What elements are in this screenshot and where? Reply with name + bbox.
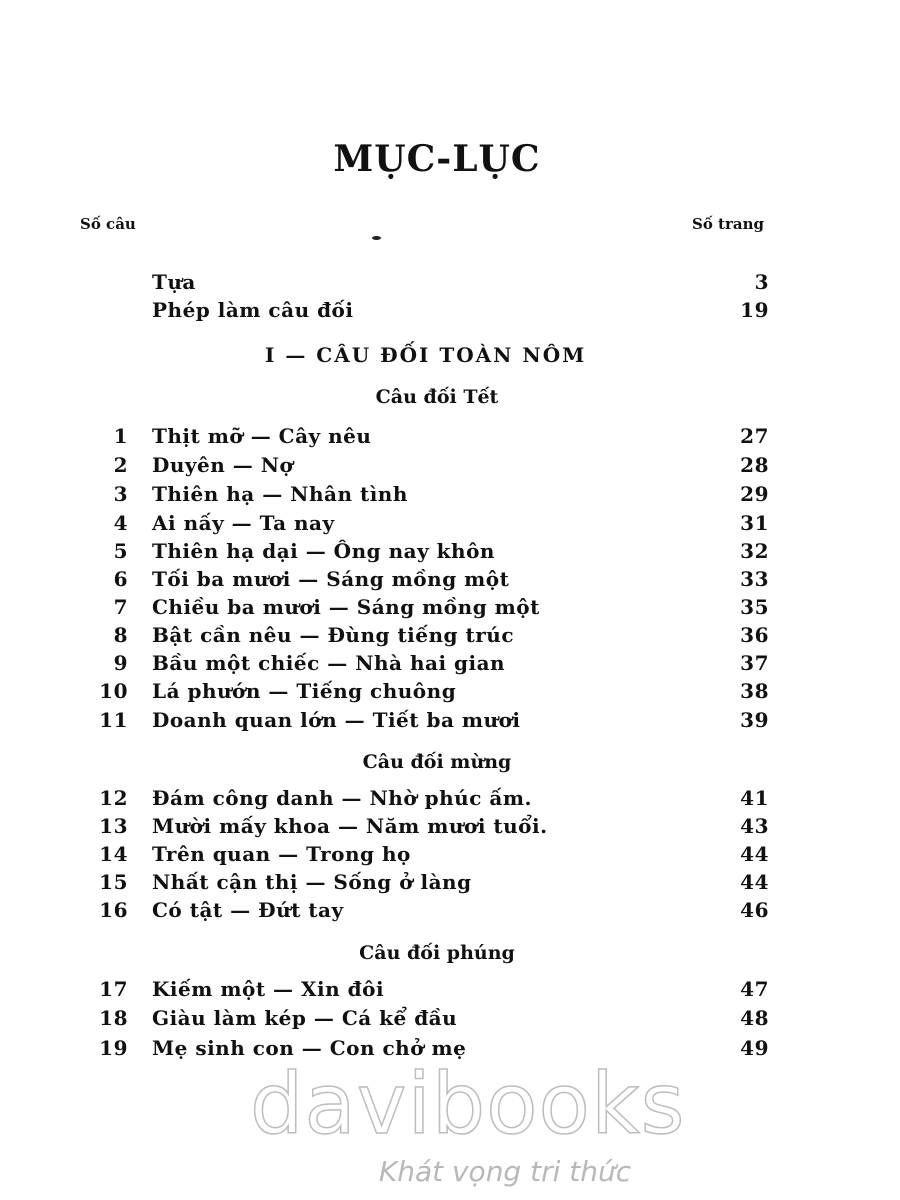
toc-entry-number: 18 <box>99 1006 128 1030</box>
ink-speck <box>372 236 381 240</box>
toc-row <box>0 977 900 1005</box>
group-heading-mung: Câu đối mừng <box>362 751 512 773</box>
toc-entry-text: Mẹ sinh con — Con chở mẹ <box>152 1036 467 1060</box>
toc-entry-text: Nhất cận thị — Sống ở làng <box>152 870 472 894</box>
toc-entry-page: 28 <box>740 453 769 477</box>
toc-row <box>0 786 900 814</box>
toc-entry-number: 5 <box>113 539 128 563</box>
toc-entry-page: 48 <box>740 1006 769 1030</box>
toc-entry-text: Tựa <box>152 270 196 294</box>
toc-entry-page: 36 <box>740 623 769 647</box>
toc-entry-number: 6 <box>113 567 128 591</box>
toc-entry-number: 12 <box>99 786 128 810</box>
page-title: MỤC-LỤC <box>333 138 541 180</box>
toc-entry-number: 9 <box>113 651 128 675</box>
toc-row <box>0 511 900 539</box>
toc-entry-text: Kiếm một — Xin đôi <box>152 977 385 1001</box>
toc-entry-text: Lá phướn — Tiếng chuông <box>152 679 457 703</box>
toc-entry-number: 8 <box>113 623 128 647</box>
toc-row <box>0 424 900 452</box>
toc-entry-number: 4 <box>113 511 128 535</box>
toc-entry-page: 44 <box>740 842 769 866</box>
toc-entry-number: 15 <box>99 870 128 894</box>
section-heading: I — CÂU ĐỐI TOÀN NÔM <box>265 343 587 367</box>
toc-entry-number: 17 <box>99 977 128 1001</box>
toc-entry-page: 49 <box>740 1036 769 1060</box>
watermark-tagline: Khát vọng tri thức <box>378 1155 632 1188</box>
toc-entry-page: 27 <box>740 424 769 448</box>
toc-row <box>0 567 900 595</box>
toc-entry-text: Thịt mỡ — Cây nêu <box>152 424 372 448</box>
toc-entry-text: Có tật — Đứt tay <box>152 898 344 922</box>
column-header-page: Số trang <box>692 215 765 233</box>
toc-entry-page: 29 <box>740 482 769 506</box>
toc-row <box>0 898 900 926</box>
toc-entry-number: 16 <box>99 898 128 922</box>
toc-entry-page: 46 <box>740 898 769 922</box>
toc-entry-page: 41 <box>740 786 769 810</box>
toc-entry-text: Bật cần nêu — Đùng tiếng trúc <box>152 623 514 647</box>
toc-entry-page: 44 <box>740 870 769 894</box>
toc-row <box>0 595 900 623</box>
toc-row <box>0 1006 900 1034</box>
toc-entry-number: 14 <box>99 842 128 866</box>
toc-entry-page: 33 <box>740 567 769 591</box>
toc-row <box>0 623 900 651</box>
toc-entry-text: Ai nấy — Ta nay <box>152 511 335 535</box>
toc-entry-number: 10 <box>99 679 128 703</box>
toc-entry-page: 47 <box>740 977 769 1001</box>
toc-entry-text: Trên quan — Trong họ <box>152 842 411 866</box>
toc-entry-page: 3 <box>754 270 769 294</box>
toc-entry-number: 19 <box>99 1036 128 1060</box>
toc-entry-text: Thiên hạ dại — Ông nay khôn <box>152 539 495 563</box>
column-header-number: Số câu <box>80 215 136 233</box>
toc-entry-text: Tối ba mươi — Sáng mồng một <box>152 567 510 591</box>
toc-entry-text: Doanh quan lớn — Tiết ba mươi <box>152 708 521 732</box>
toc-entry-number: 3 <box>113 482 128 506</box>
watermark-logo: davibooks <box>250 1055 686 1153</box>
toc-entry-text: Chiều ba mươi — Sáng mồng một <box>152 595 540 619</box>
toc-row <box>0 482 900 510</box>
toc-entry-text: Giàu làm kép — Cá kể đầu <box>152 1006 458 1030</box>
toc-row <box>0 708 900 736</box>
toc-entry-page: 19 <box>740 298 769 322</box>
toc-row-preface <box>0 270 900 298</box>
toc-entry-number: 7 <box>113 595 128 619</box>
toc-entry-page: 43 <box>740 814 769 838</box>
toc-entry-text: Bầu một chiếc — Nhà hai gian <box>152 651 506 675</box>
toc-row-method <box>0 298 900 326</box>
toc-entry-number: 13 <box>99 814 128 838</box>
toc-row <box>0 870 900 898</box>
toc-entry-text: Duyên — Nợ <box>152 453 294 477</box>
toc-entry-number: 11 <box>99 708 128 732</box>
group-heading-tet: Câu đối Tết <box>375 386 499 408</box>
toc-row <box>0 842 900 870</box>
toc-row <box>0 814 900 842</box>
group-heading-phung: Câu đối phúng <box>359 942 515 964</box>
toc-row <box>0 679 900 707</box>
toc-entry-number: 2 <box>113 453 128 477</box>
toc-row <box>0 539 900 567</box>
toc-entry-text: Mười mấy khoa — Năm mươi tuổi. <box>152 814 548 838</box>
toc-entry-page: 32 <box>740 539 769 563</box>
toc-entry-number: 1 <box>113 424 128 448</box>
toc-entry-text: Đám công danh — Nhờ phúc ấm. <box>152 786 532 810</box>
toc-entry-text: Thiên hạ — Nhân tình <box>152 482 408 506</box>
toc-row <box>0 651 900 679</box>
toc-entry-page: 35 <box>740 595 769 619</box>
toc-entry-page: 38 <box>740 679 769 703</box>
toc-entry-page: 37 <box>740 651 769 675</box>
toc-entry-text: Phép làm câu đối <box>152 298 354 322</box>
toc-row <box>0 453 900 481</box>
toc-entry-page: 39 <box>740 708 769 732</box>
toc-entry-page: 31 <box>740 511 769 535</box>
